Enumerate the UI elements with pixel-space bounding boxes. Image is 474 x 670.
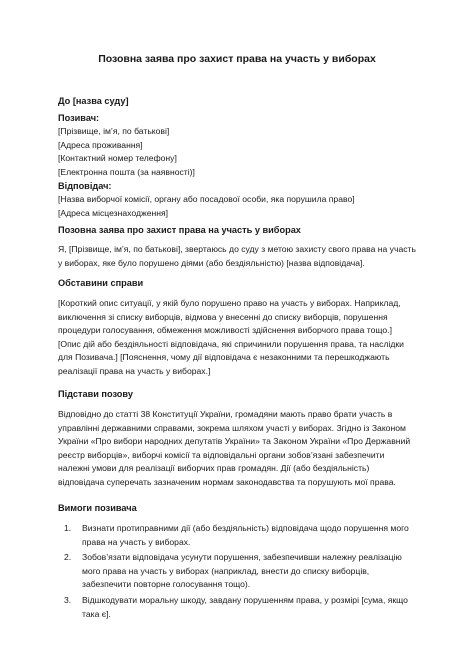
plaintiff-section [58, 112, 416, 179]
plaintiff-line: [Адреса проживання] [58, 139, 143, 150]
list-item-number: 3. [64, 594, 72, 605]
list-item [58, 522, 416, 549]
list-item-number: 2. [64, 552, 72, 563]
plaintiff-line: [Контактний номер телефону] [58, 153, 177, 164]
demands-list [58, 522, 416, 621]
intro-paragraph: Я, [Прізвище, ім’я, по батькові], звертаюсь до суду з метою захисту свого права на участь у виборах, яке було порушено діями (або бездіяльністю) [назва відповідача]. [58, 244, 416, 268]
circumstances-section [58, 277, 416, 379]
list-item-text: Відшкодувати моральну шкоду, завдану порушенням права, у розмірі [сума, якщо така є]. [82, 594, 408, 619]
defendant-line: [Адреса місцезнаходження] [58, 207, 169, 218]
defendant-heading: Відповідач: [58, 181, 112, 191]
list-item-number: 1. [64, 523, 72, 533]
circumstances-heading: Обставини справи [58, 278, 144, 288]
document-title: Позовна заява про захист права на участь у виборах [98, 53, 376, 65]
demands-section [58, 502, 416, 623]
claim-subheading: Позовна заява про захист права на участь у виборах [58, 225, 301, 235]
plaintiff-line: [Електронна пошта (за наявності)] [58, 166, 195, 177]
grounds-section [58, 388, 416, 490]
grounds-heading: Підстави позову [58, 389, 133, 399]
demands-heading: Вимоги позивача [58, 503, 137, 513]
defendant-line: [Назва виборчої комісії, органу або посадової особи, яка порушила право] [58, 194, 355, 204]
defendant-section [58, 180, 416, 220]
circumstances-text: [Короткий опис ситуації, у якій було порушено право на участь у виборах. Наприклад, виключення зі списку виборців, відмова у внесенні до списку виборців, порушення процедури голосування, обмеження можливості здійснення виборчого права тощо.] [Опис дій або бездіяльності відповідача, які спричинили порушення права, та наслідки для Позивача.] [Пояснення, чому дії відповідача є незаконними та перешкоджають реалізації права на участь у виборах.] [58, 298, 404, 376]
grounds-text: Відповідно до статті 38 Конституції України, громадяни мають право брати участь в управлінні державними справами, зокрема шляхом участі у виборах. Згідно із Законом України «Про вибори народних депутатів України» та Законом України «Про Державний реєстр виборців», виборчі комісії та відповідальні органи зобов’язані забезпечити належні умови для реалізації виборчих прав громадян. Дії (або бездіяльність) відповідача суперечать зазначеним нормам законодавства та порушують мої права. [58, 409, 411, 487]
list-item [58, 594, 416, 621]
court-name: До [назва суду] [58, 96, 129, 106]
list-item-text: Зобов’язати відповідача усунути порушення, забезпечивши належну реалізацію мого права на участь у виборах (наприклад, внести до списку виборців, забезпечити повторне голосування тощо). [82, 552, 402, 590]
plaintiff-heading: Позивач: [58, 113, 100, 123]
list-item-text: Визнати протиправними дії (або бездіяльність) відповідача щодо порушення мого права на участь у виборах. [82, 523, 409, 547]
plaintiff-line: [Прізвище, ім’я, по батькові] [58, 126, 170, 136]
list-item [58, 551, 416, 592]
